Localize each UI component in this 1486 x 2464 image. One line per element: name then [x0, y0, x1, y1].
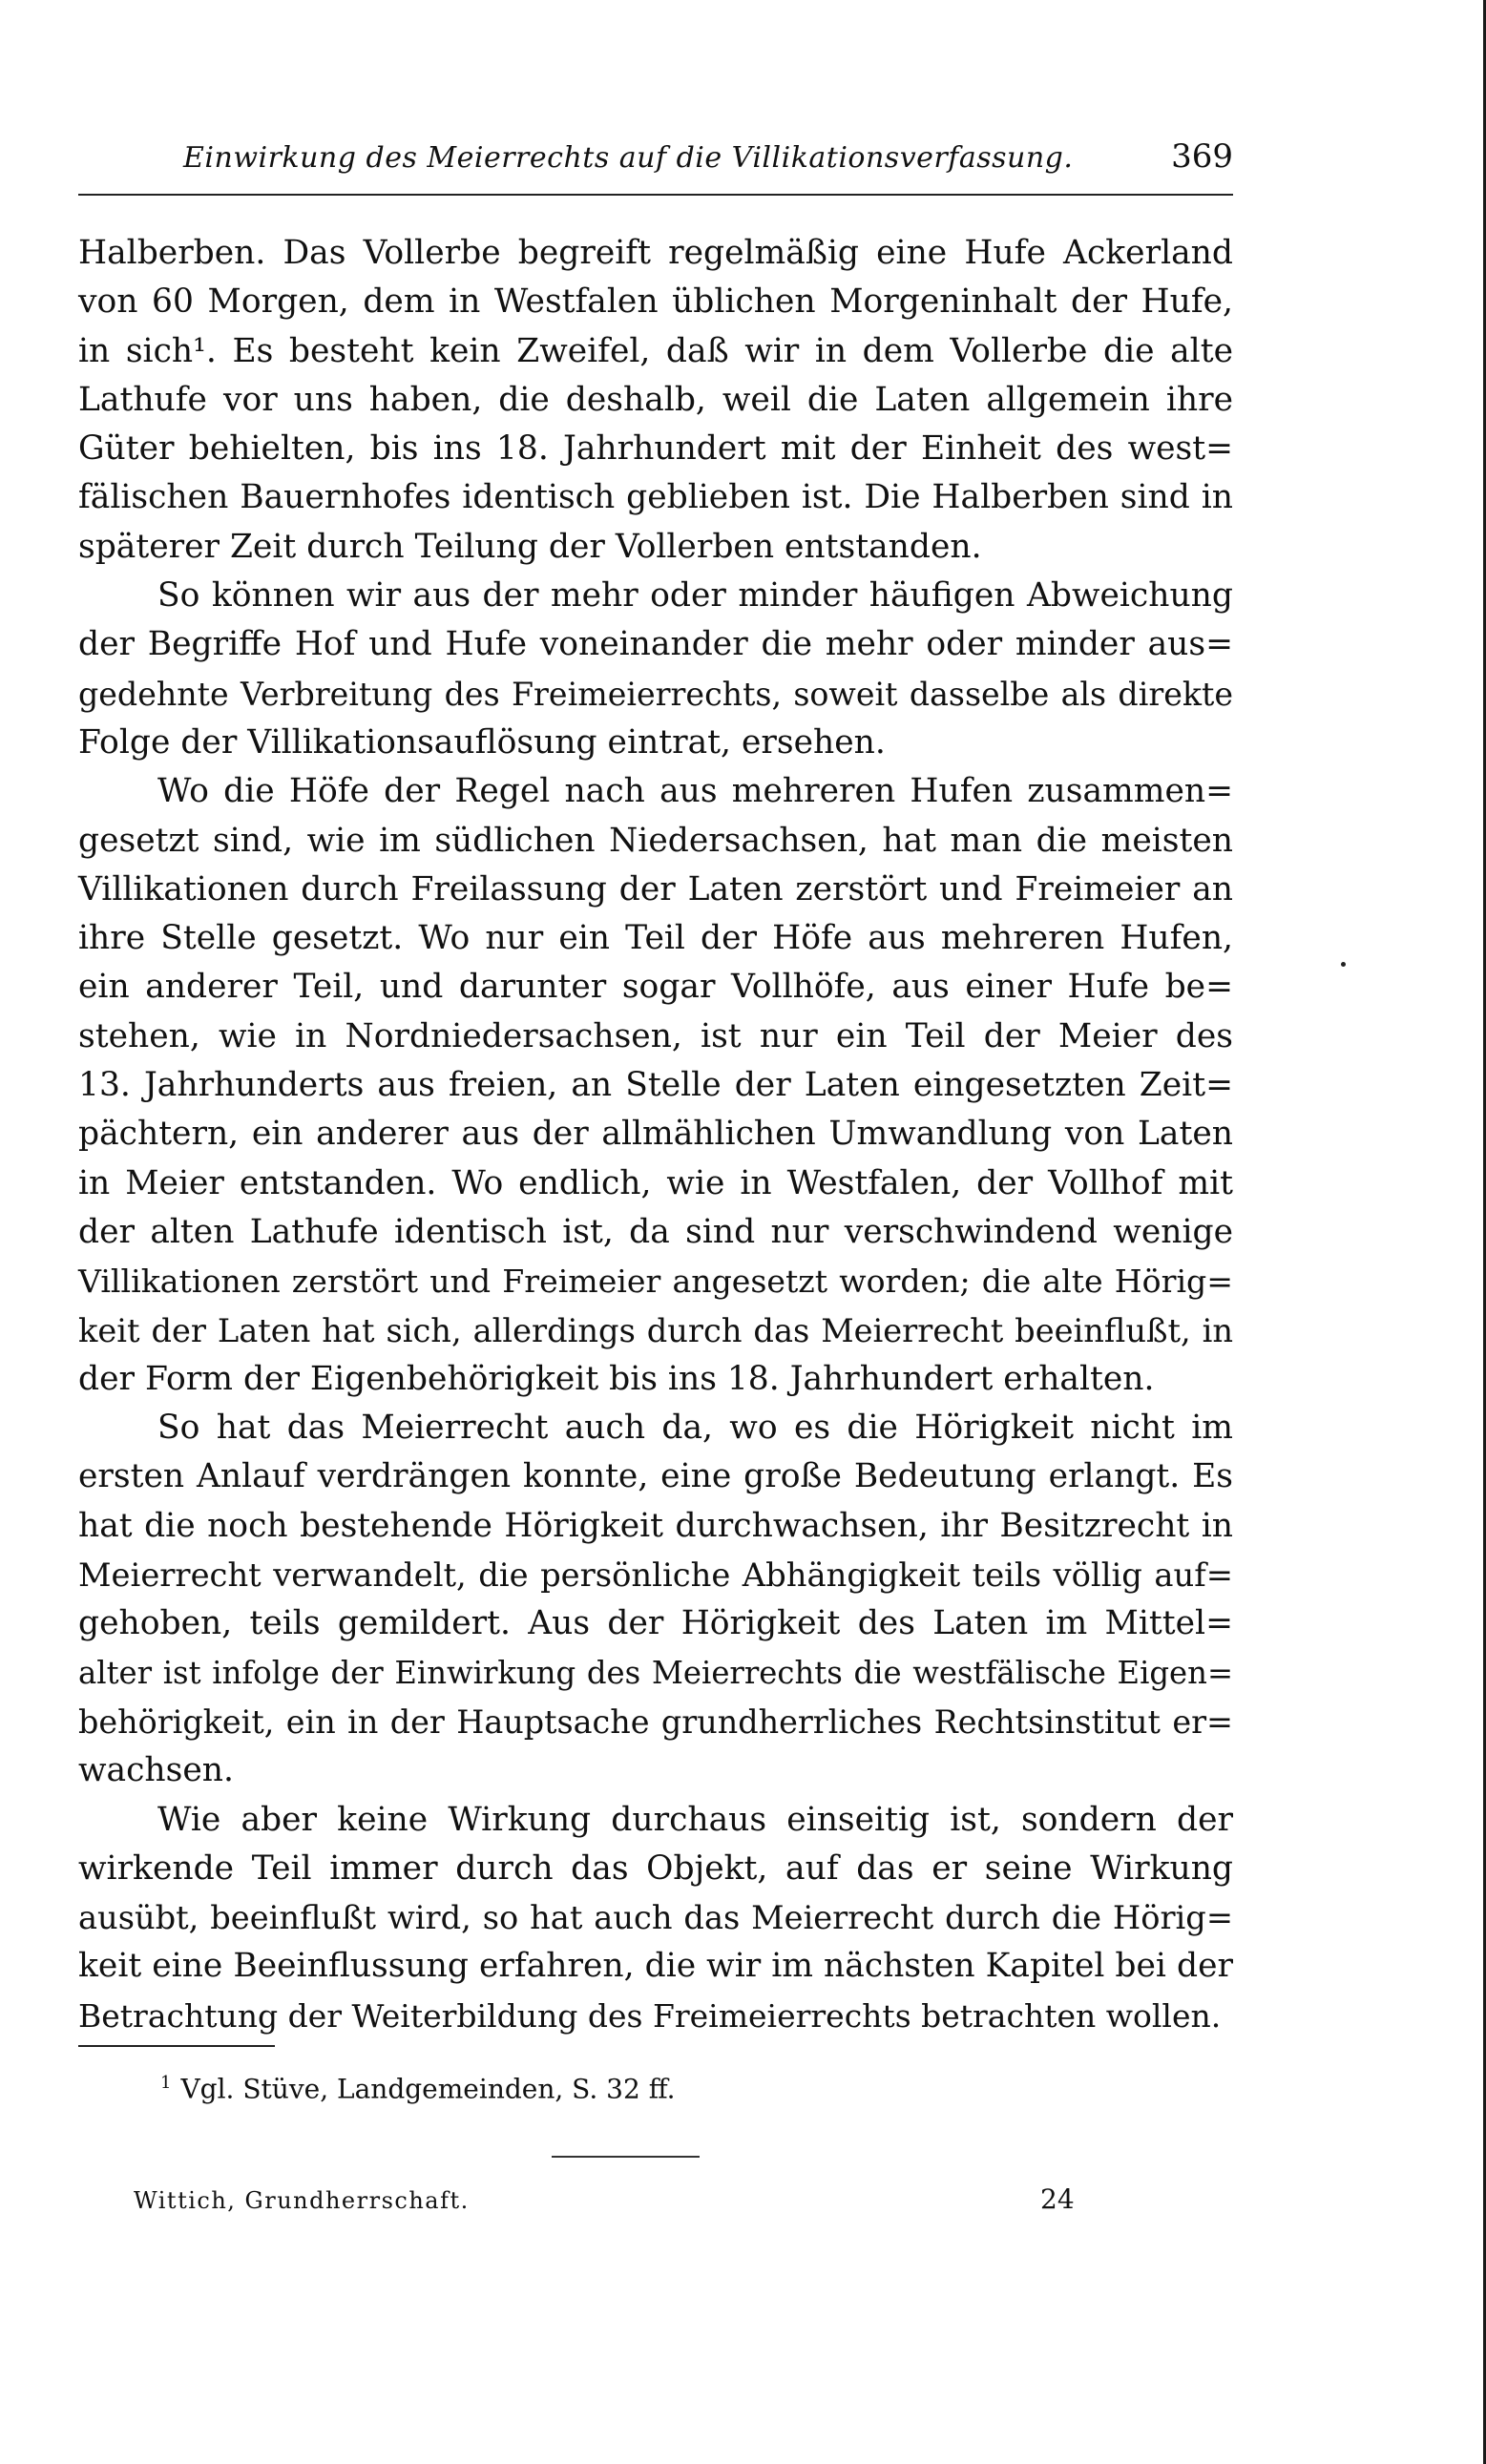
text-line: späterer Zeit durch Teilung der Vollerben entstanden.: [78, 527, 982, 566]
signature-rule: [552, 2156, 700, 2158]
body-text: [78, 229, 1233, 2040]
text-line: Wie aber keine Wirkung durchaus einseitig ist, sondern der: [157, 1800, 1233, 1839]
running-header: [78, 134, 1233, 191]
text-line: von 60 Morgen, dem in Westfalen üblichen Morgeninhalt der Hufe,: [78, 282, 1233, 322]
text-line: ersten Anlauf verdrängen konnte, eine große Bedeutung erlangt. Es: [78, 1457, 1233, 1496]
text-line: wirkende Teil immer durch das Objekt, auf das er seine Wirkung: [78, 1848, 1233, 1888]
sheet-number: 24: [1040, 2183, 1075, 2215]
running-title: Einwirkung des Meierrechts auf die Villikationsverfassung.: [183, 141, 1074, 175]
text-line: in sich¹. Es besteht kein Zweifel, daß wir in dem Vollerbe die alte: [78, 331, 1233, 370]
text-line: So können wir aus der mehr oder minder häufigen Abweichung: [157, 576, 1233, 616]
text-line: hat die noch bestehende Hörigkeit durchwachsen, ihr Besitzrecht in: [78, 1506, 1233, 1545]
text-line: gesetzt sind, wie im südlichen Niedersachsen, hat man die meisten: [78, 821, 1233, 860]
text-line: 13. Jahrhunderts aus freien, an Stelle der Laten eingesetzten Zeit=: [78, 1066, 1233, 1105]
text-line: Folge der Villikationsauflösung eintrat, ersehen.: [78, 722, 886, 762]
footnote-text: Vgl. Stüve, Landgemeinden, S. 32 ff.: [180, 2073, 676, 2105]
text-line: in Meier entstanden. Wo endlich, wie in Westfalen, der Vollhof mit: [78, 1163, 1233, 1202]
text-line: gehoben, teils gemildert. Aus der Hörigkeit des Laten im Mittel=: [78, 1604, 1233, 1643]
page-number: 369: [1171, 137, 1233, 176]
text-line: ausübt, beeinflußt wird, so hat auch das Meierrecht durch die Hörig=: [78, 1899, 1233, 1937]
text-line: Villikationen durch Freilassung der Laten zerstört und Freimeier an: [78, 869, 1233, 908]
text-line: ein anderer Teil, und darunter sogar Vollhöfe, aus einer Hufe be=: [78, 968, 1233, 1007]
text-line: ihre Stelle gesetzt. Wo nur ein Teil der Höfe aus mehreren Hufen,: [78, 919, 1233, 958]
footnote-rule: [78, 2045, 275, 2047]
text-line: behörigkeit, ein in der Hauptsache grundherrliches Rechtsinstitut er=: [78, 1702, 1233, 1741]
text-line: keit der Laten hat sich, allerdings durch das Meierrecht beeinflußt, in: [78, 1311, 1233, 1349]
text-line: gedehnte Verbreitung des Freimeierrechts, soweit dasselbe als direkte: [78, 675, 1233, 713]
footnote: [160, 2073, 676, 2104]
text-line: wachsen.: [78, 1751, 234, 1790]
text-line: Güter behielten, bis ins 18. Jahrhundert mit der Einheit des west=: [78, 429, 1233, 469]
text-line: Halberben. Das Vollerbe begreift regelmäßig eine Hufe Ackerland: [78, 234, 1233, 272]
text-line: Meierrecht verwandelt, die persönliche Abhängigkeit teils völlig auf=: [78, 1556, 1233, 1595]
text-line: keit eine Beeinflussung erfahren, die wir im nächsten Kapitel bei der: [78, 1947, 1233, 1986]
text-line: der Begriffe Hof und Hufe voneinander die mehr oder minder aus=: [78, 625, 1233, 664]
text-line: der Form der Eigenbehörigkeit bis ins 18. Jahrhundert erhalten.: [78, 1359, 1155, 1398]
text-line: Villikationen zerstört und Freimeier angesetzt worden; die alte Hörig=: [78, 1263, 1233, 1301]
printer-signature: Wittich, Grundherrschaft.: [134, 2187, 470, 2214]
text-line: Betrachtung der Weiterbildung des Freimeierrechts betrachten wollen.: [78, 1996, 1222, 2035]
text-line: alter ist infolge der Einwirkung des Meierrechts die westfälische Eigen=: [78, 1654, 1233, 1691]
text-line: stehen, wie in Nordniedersachsen, ist nur ein Teil der Meier des: [78, 1016, 1233, 1055]
header-rule: [78, 194, 1233, 196]
text-line: So hat das Meierrecht auch da, wo es die Hörigkeit nicht im: [157, 1409, 1233, 1448]
text-line: Wo die Höfe der Regel nach aus mehreren Hufen zusammen=: [157, 772, 1233, 811]
text-line: pächtern, ein anderer aus der allmählichen Umwandlung von Laten: [78, 1115, 1233, 1154]
footnote-marker: 1: [160, 2073, 172, 2093]
text-line: Lathufe vor uns haben, die deshalb, weil die Laten allgemein ihre: [78, 380, 1233, 419]
text-line: fälischen Bauernhofes identisch geblieben ist. Die Halberben sind in: [78, 478, 1233, 517]
text-line: der alten Lathufe identisch ist, da sind nur verschwindend wenige: [78, 1212, 1233, 1251]
margin-speck: [1341, 962, 1346, 967]
